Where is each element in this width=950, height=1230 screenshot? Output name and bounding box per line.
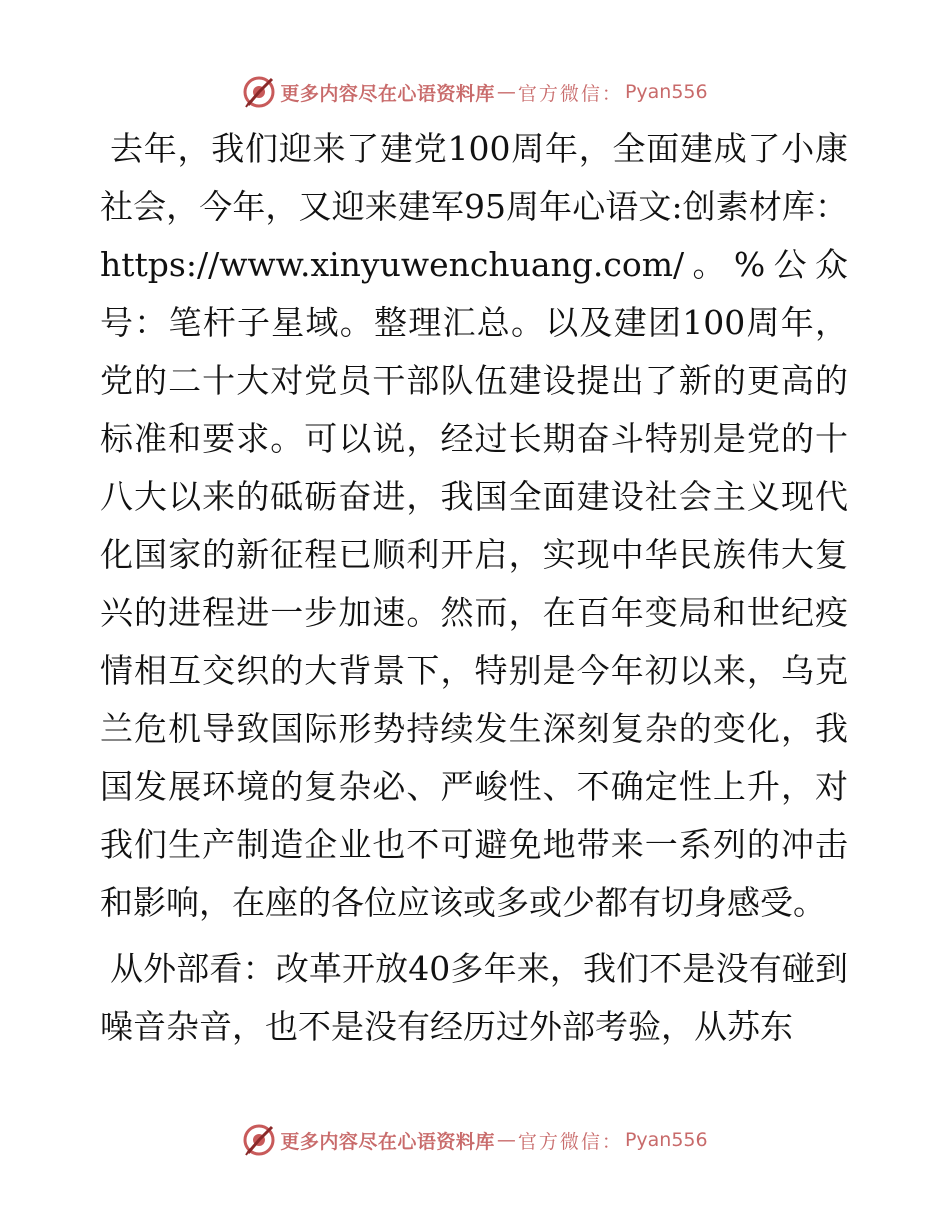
watermark-title: 更多内容尽在心语资料库 (280, 1130, 495, 1153)
document-body (100, 120, 848, 1056)
watermark-wechat-label: 官方微信： (517, 1130, 623, 1153)
pen-logo-icon (242, 75, 276, 109)
watermark-wechat-label: 官方微信： (517, 82, 623, 105)
paragraph: 从外部看：改革开放40多年来，我们不是没有碰到噪音杂音，也不是没有经历过外部考验，从苏东 (100, 949, 848, 1046)
watermark-wechat-id: Pyan556 (624, 81, 708, 103)
watermark-dash: — (496, 81, 516, 103)
pen-logo-icon (242, 1123, 276, 1157)
watermark-title: 更多内容尽在心语资料库 (280, 82, 495, 105)
header-watermark (0, 72, 950, 112)
paragraph: 去年，我们迎来了建党100周年，全面建成了小康社会，今年，又迎来建军95周年心语文:创素材库：https://www.xinyuwenchuang.com/。%公众号：笔杆子星域。整理汇总。以及建团100周年，党的二十大对党员干部队伍建设提出了新的更高的标准和要求。可以说，经过长期奋斗特别是党的十八大以来的砥砺奋进，我国全面建设社会主义现代化国家的新征程已顺利开启，实现中华民族伟大复兴的进程进一步加速。然而，在百年变局和世纪疫情相互交织的大背景下，特别是今年初以来，乌克兰危机导致国际形势持续发生深刻复杂的变化，我国发展环境的复杂必、严峻性、不确定性上升，对我们生产制造企业也不可避免地带来一系列的冲击和影响，在座的各位应该或多或少都有切身感受。 (100, 129, 848, 922)
watermark-dash: — (496, 1129, 516, 1151)
footer-watermark (0, 1120, 950, 1160)
watermark-wechat-id: Pyan556 (624, 1129, 708, 1151)
